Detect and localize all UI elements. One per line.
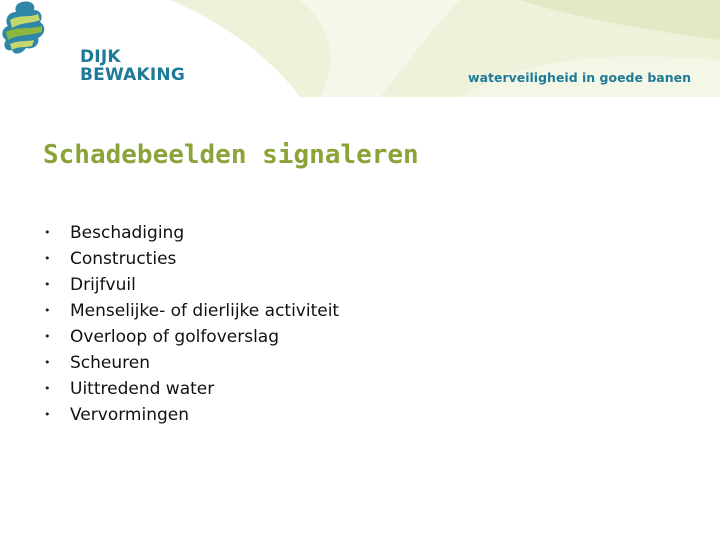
bullet-icon: • [44,408,51,421]
dijkbewaking-logo-icon [0,0,52,60]
list-item-text: Constructies [70,249,177,269]
list-item-text: Uittredend water [70,379,215,399]
logo-wordmark [80,48,185,84]
list-item [44,220,339,246]
header-tagline: waterveiligheid in goede banen [468,70,691,85]
list-item [44,246,339,272]
list-item [44,376,339,402]
logo-line-2: BEWAKING [80,65,185,85]
logo-line-1: DIJK [80,47,121,67]
bullet-icon: • [44,304,51,317]
bullet-list [44,220,339,428]
bullet-icon: • [44,226,51,239]
list-item-text: Scheuren [70,353,150,373]
list-item [44,324,339,350]
slide-title: Schadebeelden signaleren [43,140,419,170]
list-item-text: Overloop of golfoverslag [70,327,279,347]
bullet-icon: • [44,252,51,265]
header-banner [0,0,720,97]
list-item [44,402,339,428]
list-item [44,272,339,298]
list-item-text: Beschadiging [70,223,185,243]
list-item-text: Menselijke- of dierlijke activiteit [70,301,340,321]
bullet-icon: • [44,356,51,369]
list-item [44,298,339,324]
bullet-icon: • [44,278,51,291]
bullet-icon: • [44,330,51,343]
list-item [44,350,339,376]
list-item-text: Vervormingen [70,405,189,425]
bullet-icon: • [44,382,51,395]
list-item-text: Drijfvuil [70,275,136,295]
